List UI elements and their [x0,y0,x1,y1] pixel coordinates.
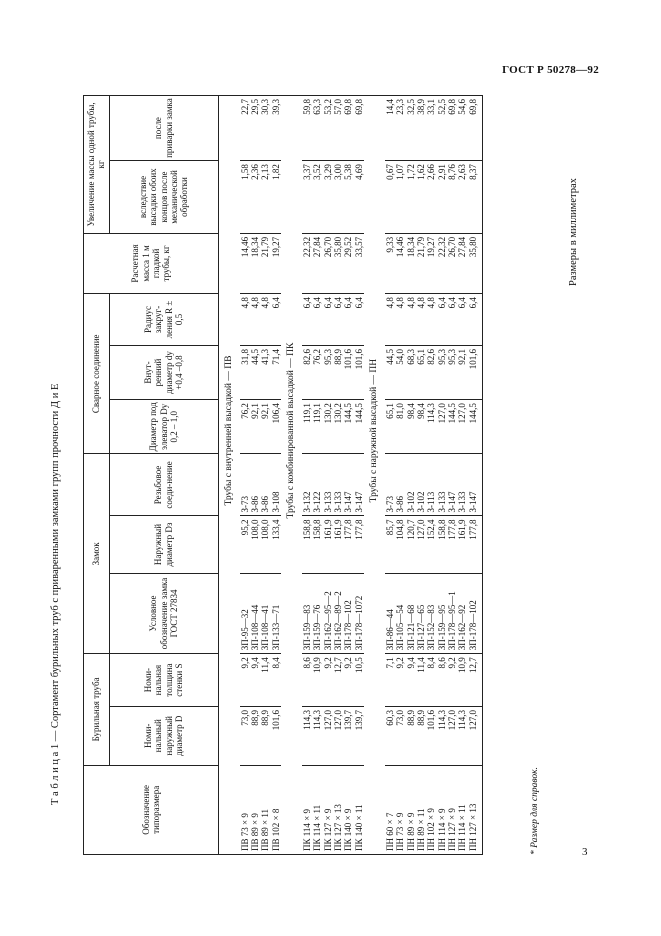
value-weld-radius: 6,4 [353,297,364,309]
value-inc-after: 63,3 [312,99,323,115]
value-pipe-s: 10,5 [353,657,364,674]
value-inc-after: 69,8 [343,99,354,115]
cell-inc-after [385,96,483,161]
table-title: Т а б л и ц а 1 — Сортамент бурильных труб с приваренными замками групп прочности Д и Е [50,383,61,805]
value-designation: ПК 127 × 13 [332,804,343,851]
value-weld-inner: 92,1 [457,348,468,365]
col-inc-removed: вследствие высадки обоих концов после механической обработки [109,161,218,234]
value-lock-code: ЗП-121—68 [405,604,416,651]
pipe-assortment-table [83,95,483,855]
cell-lock-thread [302,454,364,516]
col-lock-dc: Наружный диаметр Dз [109,516,218,573]
value-designation: ПН 102 × 9 [426,808,437,851]
value-pipe-d: 88,9 [415,709,426,726]
value-pipe-s: 8,4 [426,657,437,669]
cell-lock-dc [240,516,281,573]
value-pipe-s: 11,4 [415,657,426,673]
value-mass1m: 18,34 [405,236,416,258]
cell-mass1m [385,233,483,293]
value-weld-dy: 130,2 [322,403,333,424]
value-weld-inner: 76,2 [312,348,323,365]
value-pipe-s: 8,6 [436,657,447,669]
section-title-spacer [218,765,239,854]
value-inc-after: 57,0 [332,99,343,115]
value-weld-radius: 4,8 [395,297,406,309]
cell-weld-dy [302,400,364,454]
value-weld-radius: 6,4 [270,297,281,309]
value-lock-code: ЗП-108—44 [249,604,260,651]
cell-pipe-s [385,654,483,707]
value-lock-code: ЗП-108—41 [260,604,271,651]
cell-weld-radius [240,294,281,346]
value-pipe-s: 7,1 [384,657,395,669]
value-weld-inner: 44,5 [249,348,260,365]
value-mass1m: 27,84 [457,236,468,258]
value-weld-dy: 98,4 [405,403,416,419]
value-lock-thread: З-133 [322,491,333,513]
value-pipe-d: 139,7 [343,709,354,731]
value-weld-dy: 76,2 [239,403,250,419]
value-lock-dc: 158,8 [436,519,447,540]
cell-weld-dy [385,400,483,454]
cell-lock-dc [302,516,364,573]
cell-weld-dy [240,400,281,454]
value-inc-after: 39,3 [270,99,281,115]
cell-pipe-d [385,706,483,765]
value-weld-dy: 119,1 [312,403,323,424]
value-weld-inner: 41,3 [260,348,271,365]
value-pipe-s: 12,7 [467,657,478,674]
value-weld-inner: 71,4 [270,348,281,365]
value-weld-inner: 88,9 [332,348,343,365]
value-inc-after: 69,8 [446,99,457,115]
col-designation: Обозначение типоразмера [84,765,219,854]
value-pipe-d: 127,0 [322,709,333,731]
value-weld-radius: 6,4 [343,297,354,309]
section-data-row [240,96,281,855]
value-pipe-d: 73,0 [395,709,406,726]
value-pipe-s: 10,9 [457,657,468,674]
value-inc-removed: 3,37 [301,164,312,180]
cell-inc-removed [302,161,364,234]
value-lock-code: ЗП-159—95 [436,604,447,651]
value-lock-dc: 127,0 [415,519,426,540]
value-inc-after: 33,1 [426,99,437,115]
value-weld-dy: 98,4 [415,403,426,419]
value-weld-radius: 4,8 [384,297,395,309]
cell-lock-thread [385,454,483,516]
value-mass1m: 35,80 [467,236,478,258]
value-inc-after: 23,3 [395,99,406,115]
value-inc-removed: 3,52 [312,164,323,180]
cell-weld-inner [385,345,483,399]
value-inc-removed: 8,37 [467,164,478,180]
value-lock-dc: 177,8 [446,519,457,540]
value-lock-dc: 85,7 [384,519,395,536]
value-pipe-s: 9,4 [405,657,416,669]
value-pipe-d: 114,3 [312,709,323,730]
value-lock-thread: З-86 [395,495,406,513]
value-lock-code: ЗП-162—92 [457,604,468,651]
value-inc-removed: 2,66 [426,164,437,180]
cell-pipe-d [240,706,281,765]
value-pipe-d: 88,9 [249,709,260,726]
value-lock-thread: З-73 [384,495,395,513]
value-inc-after: 54,6 [457,99,468,115]
cell-inc-removed [385,161,483,234]
value-weld-inner: 68,3 [405,348,416,365]
value-pipe-s: 8,6 [301,657,312,669]
value-inc-removed: 2,36 [249,164,260,180]
value-lock-code: ЗП-105—54 [395,604,406,651]
value-mass1m: 21,79 [260,236,271,258]
col-inc-after: после приварки замка [109,96,218,161]
value-lock-dc: 120,7 [405,519,416,540]
value-inc-after: 59,8 [301,99,312,115]
value-designation: ПК 140 × 9 [343,808,354,851]
value-lock-dc: 177,8 [353,519,364,540]
section-title-spacer [364,765,385,854]
value-weld-inner: 95,3 [436,348,447,365]
value-weld-inner: 82,6 [301,348,312,365]
cell-inc-after [302,96,364,161]
value-weld-inner: 95,3 [322,348,333,365]
cell-pipe-d [302,706,364,765]
value-lock-code: ЗП-152—83 [426,604,437,651]
value-weld-dy: 92,1 [260,403,271,419]
value-weld-radius: 6,4 [322,297,333,309]
cell-lock-code [302,573,364,654]
value-lock-thread: З-133 [436,491,447,513]
value-mass1m: 18,34 [249,236,260,258]
value-weld-dy: 144,5 [467,403,478,424]
value-weld-dy: 144,5 [353,403,364,424]
value-weld-radius: 4,8 [249,297,260,309]
value-weld-radius: 6,4 [332,297,343,309]
section-title-row [281,96,302,855]
value-lock-code: ЗП-95—32 [239,609,250,651]
value-designation: ПВ 73 × 9 [239,813,250,851]
value-inc-after: 69,8 [353,99,364,115]
value-lock-code: ЗП-178—102 [343,600,354,651]
value-weld-dy: 119,1 [301,403,312,424]
value-lock-thread: З-147 [446,491,457,513]
value-lock-thread: З-133 [457,491,468,513]
value-weld-dy: 65,1 [384,403,395,419]
value-lock-thread: З-147 [467,491,478,513]
value-inc-after: 52,5 [436,99,447,115]
cell-designation [240,765,281,854]
section-title: Трубы с внутренней высадкой — ПВ [218,96,239,766]
value-lock-thread: З-108 [270,491,281,513]
document-code: ГОСТ Р 50278—92 [502,64,599,76]
value-pipe-s: 12,7 [332,657,343,674]
value-weld-radius: 6,4 [312,297,323,309]
col-mass1m: Расчетная масса 1 м гладкой трубы, кг [84,233,219,293]
value-mass1m: 33,57 [353,236,364,258]
value-designation: ПН 89 × 11 [415,808,426,851]
cell-lock-dc [385,516,483,573]
col-pipe-s: Номи-нальная толщина стенки S [109,654,218,707]
section-title: Трубы с комбинированной высадкой — ПК [281,96,302,766]
col-lock-thread: Резьбовое соеди-нение [109,454,218,516]
col-group-pipe: Бурильная труба [84,654,110,765]
value-pipe-d: 114,3 [436,709,447,730]
value-pipe-d: 60,3 [384,709,395,726]
value-lock-code: ЗП-162—89—2 [332,591,343,651]
value-lock-code: ЗП-178—102 [467,600,478,651]
cell-lock-code [385,573,483,654]
value-designation: ПК 114 × 9 [301,809,312,851]
value-lock-thread: З-86 [249,495,260,513]
rotated-table-container [83,95,535,855]
value-inc-removed: 0,67 [384,164,395,180]
value-pipe-s: 8,4 [270,657,281,669]
col-group-increase: Увеличение массы одной трубы, кг [84,96,110,234]
value-lock-thread: З-113 [426,491,437,513]
section-title-row [364,96,385,855]
value-lock-code: ЗП-127—65 [415,604,426,651]
value-weld-inner: 31,8 [239,348,250,365]
value-lock-code: ЗП-133—71 [270,604,281,651]
value-inc-removed: 4,69 [353,164,364,180]
value-mass1m: 19,27 [426,236,437,258]
col-lock-code: Условное обозначение замка ГОСТ 27834 [109,573,218,654]
col-weld-dy: Диаметр под элеватор Dу 0,2 – 1,0 [109,400,218,454]
value-lock-thread: З-102 [415,491,426,513]
value-lock-thread: З-132 [301,491,312,513]
cell-mass1m [302,233,364,293]
cell-lock-code [240,573,281,654]
value-pipe-d: 139,7 [353,709,364,731]
value-pipe-d: 88,9 [260,709,271,726]
value-inc-removed: 1,62 [415,164,426,180]
value-designation: ПК 114 × 11 [312,804,323,851]
value-mass1m: 29,52 [343,236,354,258]
value-lock-dc: 177,8 [343,519,354,540]
value-inc-removed: 3,00 [332,164,343,180]
value-mass1m: 9,33 [384,236,395,253]
value-pipe-d: 101,6 [426,709,437,731]
value-weld-radius: 4,8 [239,297,250,309]
value-pipe-d: 127,0 [446,709,457,731]
value-pipe-s: 9,2 [395,657,406,669]
value-mass1m: 26,70 [322,236,333,258]
section-data-row [302,96,364,855]
value-pipe-d: 114,3 [457,709,468,730]
cell-mass1m [240,233,281,293]
value-inc-removed: 3,29 [322,164,333,180]
value-designation: ПН 73 × 9 [395,812,406,851]
value-designation: ПВ 102 × 8 [270,808,281,851]
value-inc-removed: 1,58 [239,164,250,180]
value-weld-radius: 6,4 [301,297,312,309]
cell-pipe-s [240,654,281,707]
value-lock-dc: 133,4 [270,519,281,540]
value-lock-thread: З-147 [353,491,364,513]
cell-designation [302,765,364,854]
value-mass1m: 26,70 [446,236,457,258]
value-lock-dc: 108,0 [249,519,260,540]
value-inc-after: 69,8 [467,99,478,115]
value-mass1m: 22,32 [436,236,447,258]
value-lock-code: ЗП-159—76 [312,604,323,651]
value-mass1m: 14,46 [395,236,406,258]
value-weld-dy: 127,0 [457,403,468,424]
value-weld-radius: 4,8 [405,297,416,309]
value-lock-code: ЗП-162—95—2 [322,591,333,651]
value-lock-dc: 152,4 [426,519,437,540]
value-pipe-d: 127,0 [332,709,343,731]
units-note: Размеры в миллиметрах [568,178,579,286]
value-weld-inner: 54,0 [395,348,406,365]
value-inc-after: 38,9 [415,99,426,115]
value-weld-radius: 6,4 [457,297,468,309]
value-inc-removed: 1,82 [270,164,281,180]
value-inc-after: 32,5 [405,99,416,115]
value-pipe-s: 9,4 [249,657,260,669]
value-inc-after: 53,2 [322,99,333,115]
value-pipe-s: 10,9 [312,657,323,674]
value-weld-radius: 4,8 [415,297,426,309]
value-lock-dc: 161,9 [322,519,333,540]
value-designation: ПВ 89 × 9 [249,813,260,851]
value-designation: ПН 114 × 9 [436,808,447,851]
cell-weld-radius [385,294,483,346]
cell-pipe-s [302,654,364,707]
value-weld-radius: 6,4 [436,297,447,309]
value-pipe-d: 88,9 [405,709,416,726]
value-inc-removed: 2,63 [457,164,468,180]
col-weld-inner: Внут-ренний диаметр dу +0,4 –0,8 [109,345,218,399]
value-pipe-d: 114,3 [301,709,312,730]
value-weld-dy: 144,5 [343,403,354,424]
value-pipe-s: 11,4 [260,657,271,673]
value-weld-inner: 82,6 [426,348,437,365]
value-weld-radius: 4,8 [426,297,437,309]
value-designation: ПН 60 × 7 [384,812,395,851]
value-weld-radius: 4,8 [260,297,271,309]
col-group-lock: Замок [84,454,110,654]
value-designation: ПК 140 × 11 [353,804,364,851]
cell-inc-removed [240,161,281,234]
value-pipe-s: 9,2 [239,657,250,669]
cell-weld-inner [302,345,364,399]
value-designation: ПВ 89 × 11 [260,809,271,851]
value-lock-dc: 161,9 [332,519,343,540]
value-weld-dy: 127,0 [436,403,447,424]
footnote: * Размер для справок. [530,767,540,855]
value-pipe-s: 9,2 [343,657,354,669]
value-inc-after: 30,3 [260,99,271,115]
section-title-spacer [281,765,302,854]
value-lock-dc: 104,8 [395,519,406,540]
value-weld-dy: 114,3 [426,403,437,424]
value-lock-thread: З-73 [239,495,250,513]
value-weld-dy: 81,0 [395,403,406,419]
value-pipe-d: 101,6 [270,709,281,731]
value-mass1m: 19,27 [270,236,281,258]
value-weld-inner: 101,6 [467,348,478,370]
value-weld-radius: 6,4 [467,297,478,309]
value-pipe-d: 127,0 [467,709,478,731]
value-designation: ПН 114 × 11 [457,804,468,851]
value-lock-code: ЗП-159—83 [301,604,312,651]
value-inc-after: 29,5 [249,99,260,115]
value-inc-removed: 8,76 [446,164,457,180]
value-weld-dy: 144,5 [446,403,457,424]
value-weld-inner: 95,3 [446,348,457,365]
value-inc-removed: 1,72 [405,164,416,180]
cell-weld-inner [240,345,281,399]
value-pipe-s: 9,2 [322,657,333,669]
value-mass1m: 14,46 [239,236,250,258]
value-lock-dc: 177,8 [467,519,478,540]
value-weld-inner: 101,6 [343,348,354,370]
col-group-weld: Сварное соединение [84,294,110,454]
value-lock-thread: З-133 [332,491,343,513]
value-lock-dc: 161,9 [457,519,468,540]
value-weld-inner: 44,5 [384,348,395,365]
value-lock-thread: З-147 [343,491,354,513]
value-mass1m: 27,84 [312,236,323,258]
cell-designation [385,765,483,854]
value-lock-thread: З-102 [405,491,416,513]
value-lock-dc: 95,2 [239,519,250,536]
value-weld-inner: 101,6 [353,348,364,370]
value-mass1m: 21,79 [415,236,426,258]
value-lock-thread: З-122 [312,491,323,513]
page-number: 3 [582,846,588,858]
value-mass1m: 35,80 [332,236,343,258]
cell-lock-thread [240,454,281,516]
value-lock-dc: 158,8 [301,519,312,540]
value-designation: ПН 89 × 9 [405,812,416,851]
value-designation: ПН 127 × 13 [467,803,478,851]
value-designation: ПК 127 × 9 [322,808,333,851]
value-lock-dc: 158,8 [312,519,323,540]
value-weld-inner: 65,1 [415,348,426,365]
value-lock-code: ЗП-178—95—1 [446,591,457,651]
col-pipe-d: Номи-нальный наружный диаметр D [109,706,218,765]
value-inc-removed: 5,38 [343,164,354,180]
value-lock-thread: З-86 [260,495,271,513]
value-mass1m: 22,32 [301,236,312,258]
cell-weld-radius [302,294,364,346]
col-weld-radius: Радиус закруг-ления R ± 0,5 [109,294,218,346]
value-weld-dy: 130,2 [332,403,343,424]
section-title-row [218,96,239,855]
value-lock-code: ЗП-178—1072 [353,595,364,651]
section-title: Трубы с наружной высадкой — ПН [364,96,385,766]
section-data-row [385,96,483,855]
value-weld-dy: 106,4 [270,403,281,424]
value-weld-radius: 6,4 [446,297,457,309]
value-lock-code: ЗП-86—44 [384,609,395,651]
value-lock-dc: 108,0 [260,519,271,540]
value-weld-dy: 92,1 [249,403,260,419]
value-designation: ПН 127 × 9 [446,808,457,851]
value-inc-removed: 1,07 [395,164,406,180]
cell-inc-after [240,96,281,161]
value-pipe-d: 73,0 [239,709,250,726]
value-inc-removed: 2,13 [260,164,271,180]
value-inc-after: 14,4 [384,99,395,115]
value-pipe-s: 9,2 [446,657,457,669]
value-inc-after: 22,7 [239,99,250,115]
value-inc-removed: 2,91 [436,164,447,180]
